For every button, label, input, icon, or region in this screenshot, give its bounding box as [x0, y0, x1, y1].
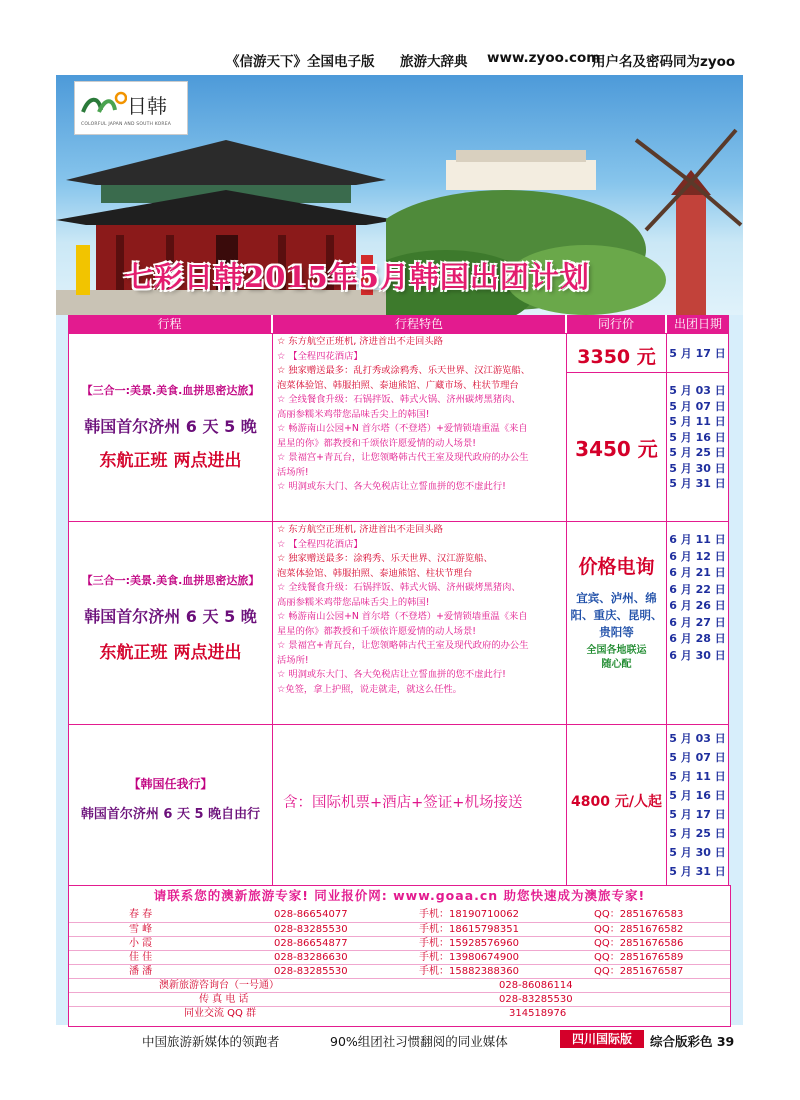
- price-value: 4800 元/人起: [571, 794, 662, 810]
- staff-row: 佳 佳 028-83286630 手机：13980674900 QQ：2851676589: [69, 950, 730, 964]
- tour-date: 5 月 03 日: [669, 384, 726, 397]
- tour-date: 5 月 16 日: [669, 789, 726, 802]
- login-hint: 用户名及密码同为zyoo: [592, 54, 736, 70]
- tour-date: 5 月 16 日: [669, 430, 726, 444]
- staff-row: 潘 潘 028-83285530 手机：15882388360 QQ：2851676587: [69, 964, 730, 978]
- site-link[interactable]: www.zyoo.com: [487, 50, 601, 66]
- page-number: 综合版彩色 39: [650, 1034, 735, 1049]
- route-name: 韩国首尔济州 6 天 5 晚: [84, 607, 257, 626]
- section-name: 旅游大辞典: [400, 54, 468, 70]
- route-subtitle: 东航正班 两点进出: [99, 451, 242, 471]
- price-cell: [566, 521, 667, 725]
- route-tag: 【韩国任我行】: [128, 777, 213, 791]
- contact-headline: 请联系您的澳新旅游专家! 同业报价网: www.goaa.cn 助您快速成为澳旅专家!: [153, 888, 646, 903]
- tour-date: 6 月 28 日: [669, 632, 726, 645]
- route-name: 韩国首尔济州 6 天 5 晚自由行: [80, 807, 261, 822]
- page-header: [0, 42, 800, 74]
- dates-cell: [666, 333, 729, 373]
- banner-title: 七彩日韩2015年5月韩国出团计划: [124, 260, 590, 294]
- tour-date: 6 月 21 日: [669, 566, 726, 579]
- package-includes: 含：国际机票+酒店+签证+机场接送: [283, 795, 523, 811]
- tour-table: [68, 315, 729, 886]
- info-row: 同业交流 QQ 群 314518976: [69, 1006, 730, 1020]
- tour-date: 5 月 07 日: [669, 751, 726, 764]
- footer-slogan: 中国旅游新媒体的领跑者: [142, 1034, 280, 1049]
- footer-tagline: 90%组团社习惯翻阅的同业媒体: [330, 1034, 508, 1049]
- features-cell: [272, 521, 567, 725]
- feature-list: ☆ 东方航空正班机, 济进首出不走回头路 ☆ 【全程四花酒店】 ☆ 独家赠送最多：涂鸦秀、乐天世界、汉江游览船、 泡菜体验馆、韩服拍照、泰迪熊馆、柱状节理台 ☆ 全线餐食升级：石锅拌饭、韩式火锅、济州碳烤黑猪肉、 高丽参糯米鸡带您品味舌尖上的韩国! ☆ 畅游南山公园+N 首尔塔（不登塔）+爱情锁墙重温《来自 星星的你》都教授和千颂依许愿爱情的动人场景! ☆ 景福宫+青瓦台，让您领略韩古代王室及现代政府的办公生 活场所! ☆ 明洞或东大门、各大免税店让立誓血拼的您不虚此行! ☆免签，拿上护照，说走就走，就这么任性。: [277, 524, 529, 695]
- tour-date: 5 月 11 日: [669, 770, 726, 783]
- price-value: 3350 元: [577, 346, 656, 368]
- tour-date: 5 月 17 日: [669, 347, 726, 360]
- date-list: [667, 383, 728, 492]
- route-cell: [68, 333, 273, 522]
- tour-date: 5 月 25 日: [669, 827, 726, 840]
- col-header-price: 同行价: [567, 315, 665, 333]
- features-cell: [272, 333, 567, 522]
- route-name: 韩国首尔济州 6 天 5 晚: [84, 417, 257, 436]
- tour-date: 6 月 27 日: [669, 615, 726, 629]
- tour-date: 6 月 30 日: [669, 648, 726, 662]
- tour-date: 6 月 26 日: [669, 599, 726, 612]
- tour-date: 5 月 25 日: [669, 446, 726, 459]
- price-cell: [566, 333, 667, 373]
- route-tag: 【三合一:美景.美食.血拼思密达旅】: [81, 384, 260, 397]
- logo-text: 日韩: [127, 94, 167, 118]
- staff-row: 春 春 028-86654077 手机：18190710062 QQ：2851676583: [129, 909, 684, 920]
- tour-date: 5 月 30 日: [669, 461, 726, 475]
- tour-date: 5 月 31 日: [669, 477, 726, 490]
- date-list: [667, 532, 728, 664]
- features-cell: [272, 724, 567, 886]
- edition-badge: 四川国际版: [560, 1030, 644, 1048]
- tour-date: 5 月 17 日: [669, 808, 726, 821]
- route-cell: [68, 724, 273, 886]
- brand-logo: [74, 81, 188, 135]
- magazine-name: 《信游天下》全国电子版: [226, 54, 375, 70]
- tour-date: 5 月 11 日: [669, 415, 726, 428]
- col-header-dates: 出团日期: [667, 315, 729, 333]
- tour-date: 6 月 12 日: [669, 549, 726, 563]
- tour-date: 5 月 30 日: [669, 846, 726, 859]
- tour-date: 6 月 22 日: [669, 582, 726, 596]
- dates-cell: [666, 372, 729, 522]
- logo-subtitle: COLORFUL JAPAN AND SOUTH KOREA: [81, 122, 172, 127]
- poster: [56, 75, 743, 1025]
- route-cell: [68, 521, 273, 725]
- contact-panel: [68, 885, 731, 1027]
- price-value: 价格电询: [578, 556, 655, 578]
- date-list: [667, 729, 728, 881]
- price-cell: [566, 372, 667, 522]
- logo-mark-icon: [79, 86, 127, 118]
- tour-date: 5 月 31 日: [669, 865, 726, 878]
- info-row: 澳新旅游咨询台（一号通） 028-86086114: [69, 978, 730, 992]
- tour-date: 6 月 11 日: [669, 533, 726, 546]
- dates-cell: [666, 521, 729, 725]
- tour-date: 5 月 07 日: [669, 399, 726, 413]
- staff-row: 小 霞 028-86654877 手机：15928576960 QQ：2851676586: [69, 936, 730, 950]
- col-header-features: 行程特色: [273, 315, 565, 333]
- info-row: 传 真 电 话 028-83285530: [69, 992, 730, 1006]
- route-subtitle: 东航正班 两点进出: [99, 643, 242, 663]
- route-tag: 【三合一:美景.美食.血拼思密达旅】: [81, 574, 260, 587]
- dates-cell: [666, 724, 729, 886]
- connection-note: 全国各地联运 随心配: [586, 645, 647, 670]
- feature-list: ☆ 东方航空正班机, 济进首出不走回头路 ☆ 【全程四花酒店】 ☆ 独家赠送最多：乱打秀或涂鸦秀、乐天世界、汉江游览船、 泡菜体验馆、韩服拍照、泰迪熊馆、广藏市场、柱状节理台 ☆ 全线餐食升级：石锅拌饭、韩式火锅、济州碳烤黑猪肉、 高丽参糯米鸡带您品味舌尖上的韩国! ☆ 畅游南山公园+N 首尔塔（不登塔）+爱情锁墙重温《来自 星星的你》都教授和千颂依许愿爱情的动人场景! ☆ 景福宫+青瓦台，让您领略韩古代王室及现代政府的办公生 活场所! ☆ 明洞或东大门、各大免税店让立誓血拼的您不虚此行!: [277, 336, 531, 492]
- price-value: 3450 元: [575, 437, 658, 461]
- col-header-route: 行程: [68, 315, 271, 333]
- staff-row: 雪 峰 028-83285530 手机：18615798351 QQ：2851676582: [69, 922, 730, 936]
- tour-date: 5 月 03 日: [669, 732, 726, 745]
- price-cell: [566, 724, 667, 886]
- banner: [56, 75, 743, 315]
- departure-cities: 宜宾、泸州、绵 阳、重庆、昆明、 贵阳等: [570, 591, 663, 639]
